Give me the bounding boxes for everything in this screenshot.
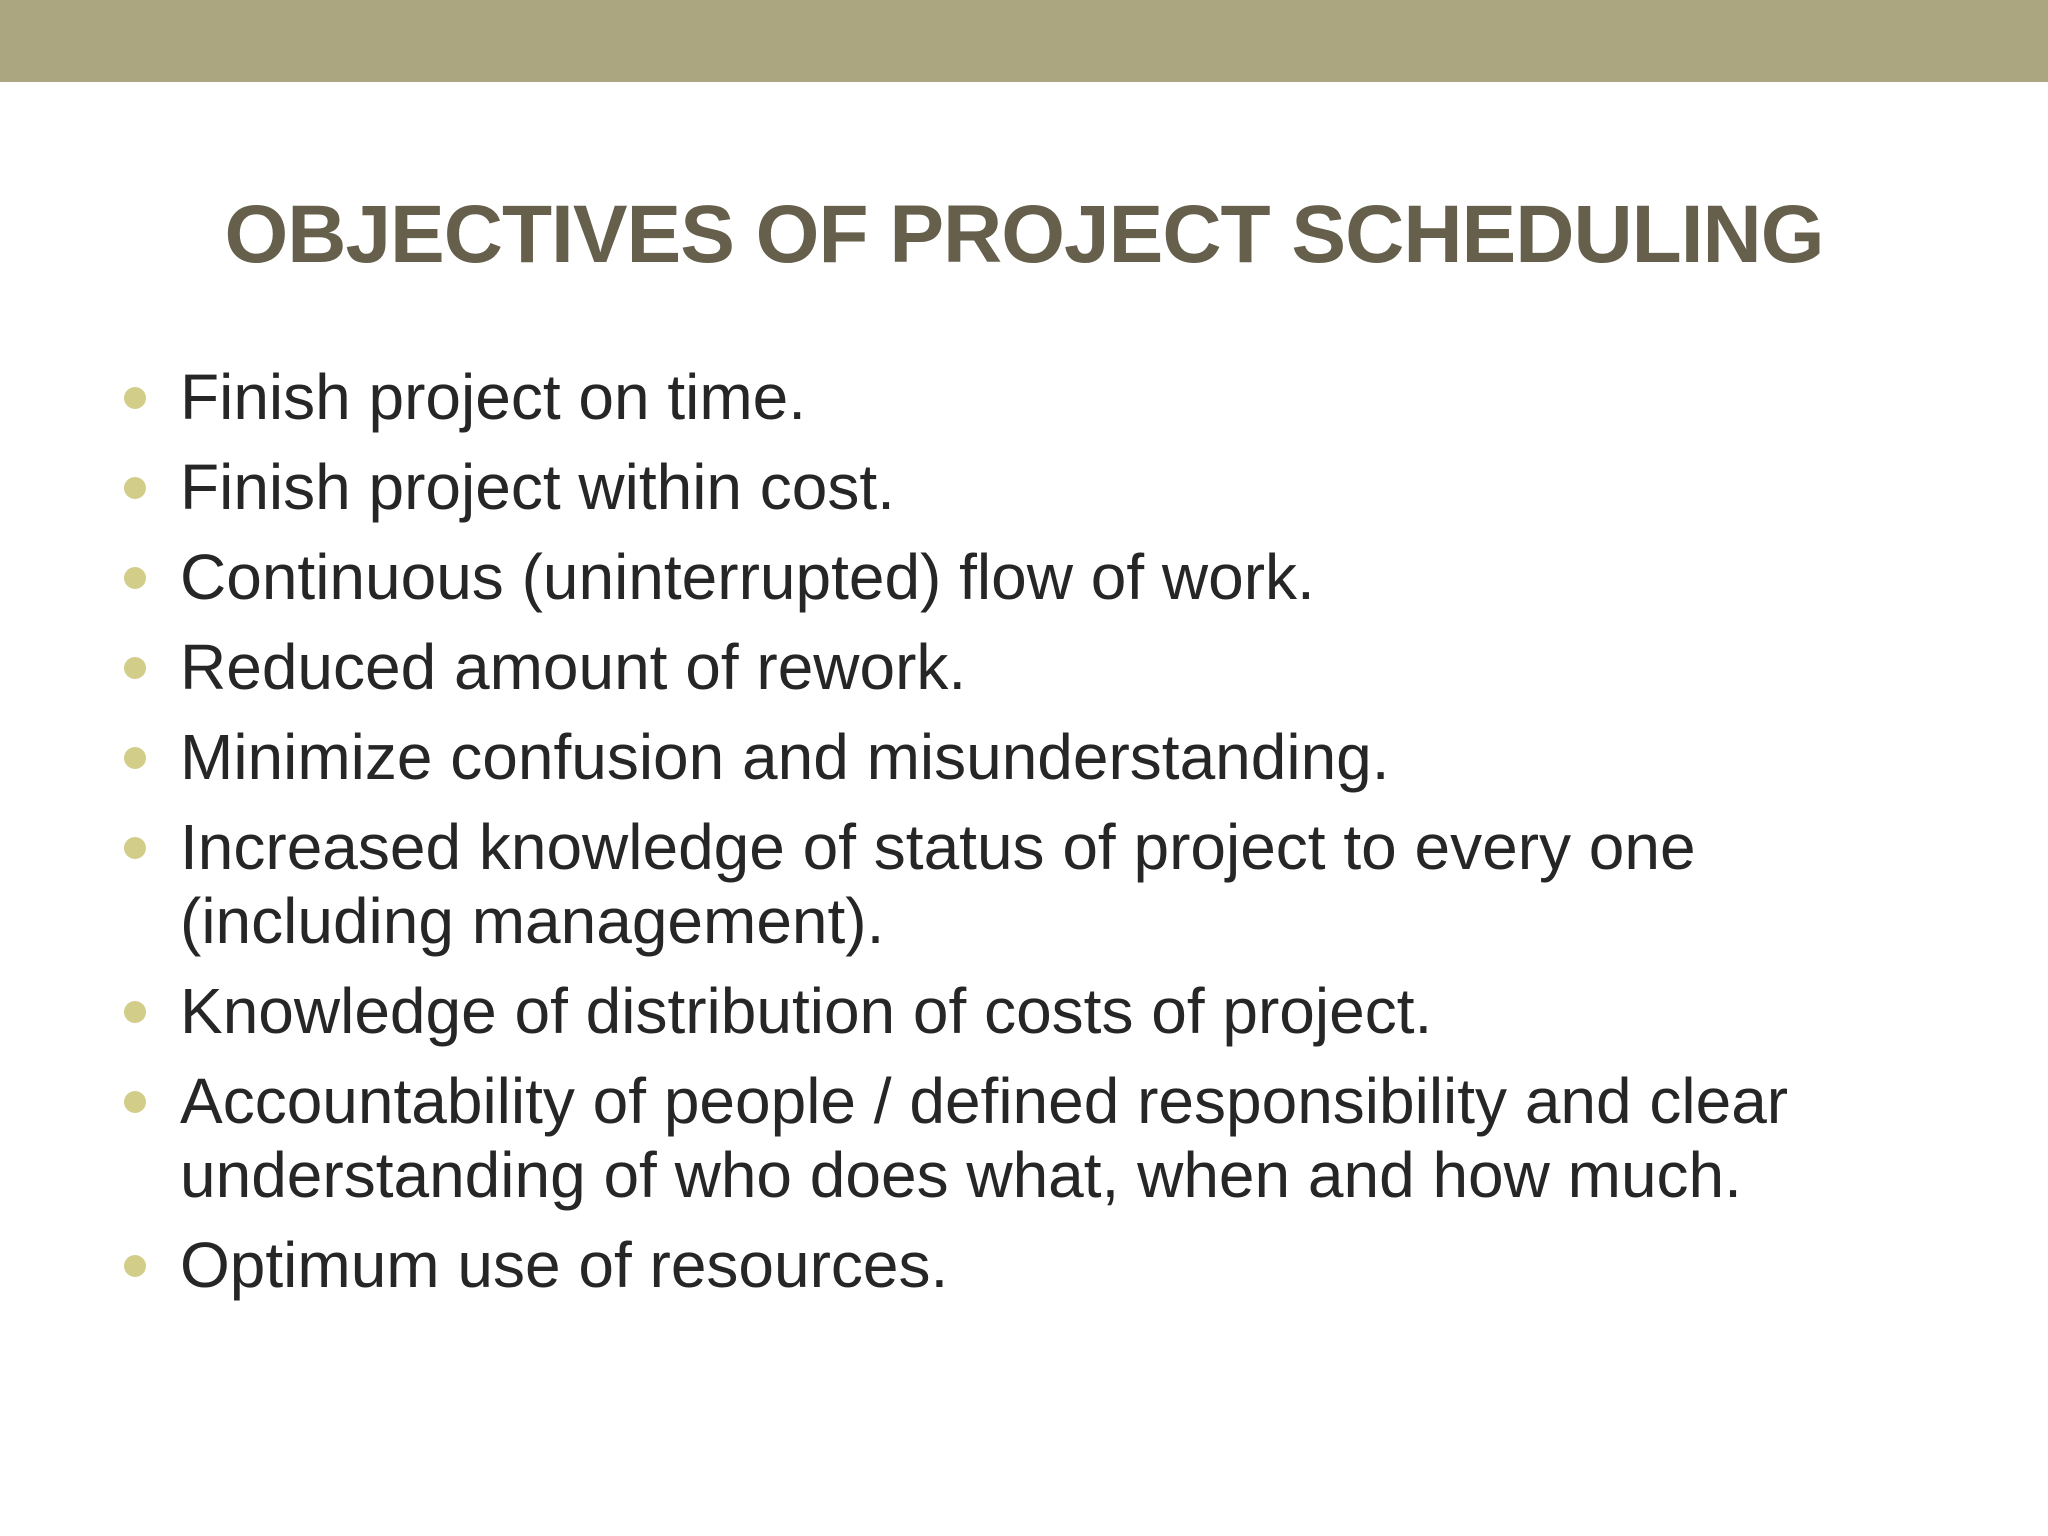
bullet-text: Optimum use of resources. — [180, 1229, 949, 1301]
bullet-item — [180, 810, 1980, 958]
bullet-dot-icon — [124, 657, 146, 679]
bullet-item — [180, 360, 1980, 434]
bullet-text: Minimize confusion and misunderstanding. — [180, 721, 1390, 793]
bullet-text: Continuous (uninterrupted) flow of work. — [180, 541, 1315, 613]
bullet-dot-icon — [124, 387, 146, 409]
bullet-text: Finish project within cost. — [180, 451, 895, 523]
bullet-text: Finish project on time. — [180, 361, 807, 433]
bullet-dot-icon — [124, 1001, 146, 1023]
bullet-dot-icon — [124, 567, 146, 589]
bullet-text: Reduced amount of rework. — [180, 631, 967, 703]
bullet-dot-icon — [124, 837, 146, 859]
bullet-dot-icon — [124, 1255, 146, 1277]
slide-title: OBJECTIVES OF PROJECT SCHEDULING — [224, 189, 1824, 280]
bullet-text: Knowledge of distribution of costs of project. — [180, 975, 1433, 1047]
bullet-text: Increased knowledge of status of project to every one (including management). — [180, 811, 1696, 957]
bullet-text: Accountability of people / defined responsibility and clear understanding of who does what, when and how much. — [180, 1065, 1789, 1211]
bullet-item — [180, 630, 1980, 704]
bullet-item — [180, 1064, 1980, 1212]
bullet-dot-icon — [124, 477, 146, 499]
bullet-item — [180, 450, 1980, 524]
bullet-dot-icon — [124, 747, 146, 769]
top-accent-band — [0, 0, 2048, 82]
bullet-item — [180, 720, 1980, 794]
bullet-item — [180, 540, 1980, 614]
bullet-list — [180, 360, 1980, 1318]
bullet-item — [180, 974, 1980, 1048]
bullet-item — [180, 1228, 1980, 1302]
bullet-dot-icon — [124, 1091, 146, 1113]
